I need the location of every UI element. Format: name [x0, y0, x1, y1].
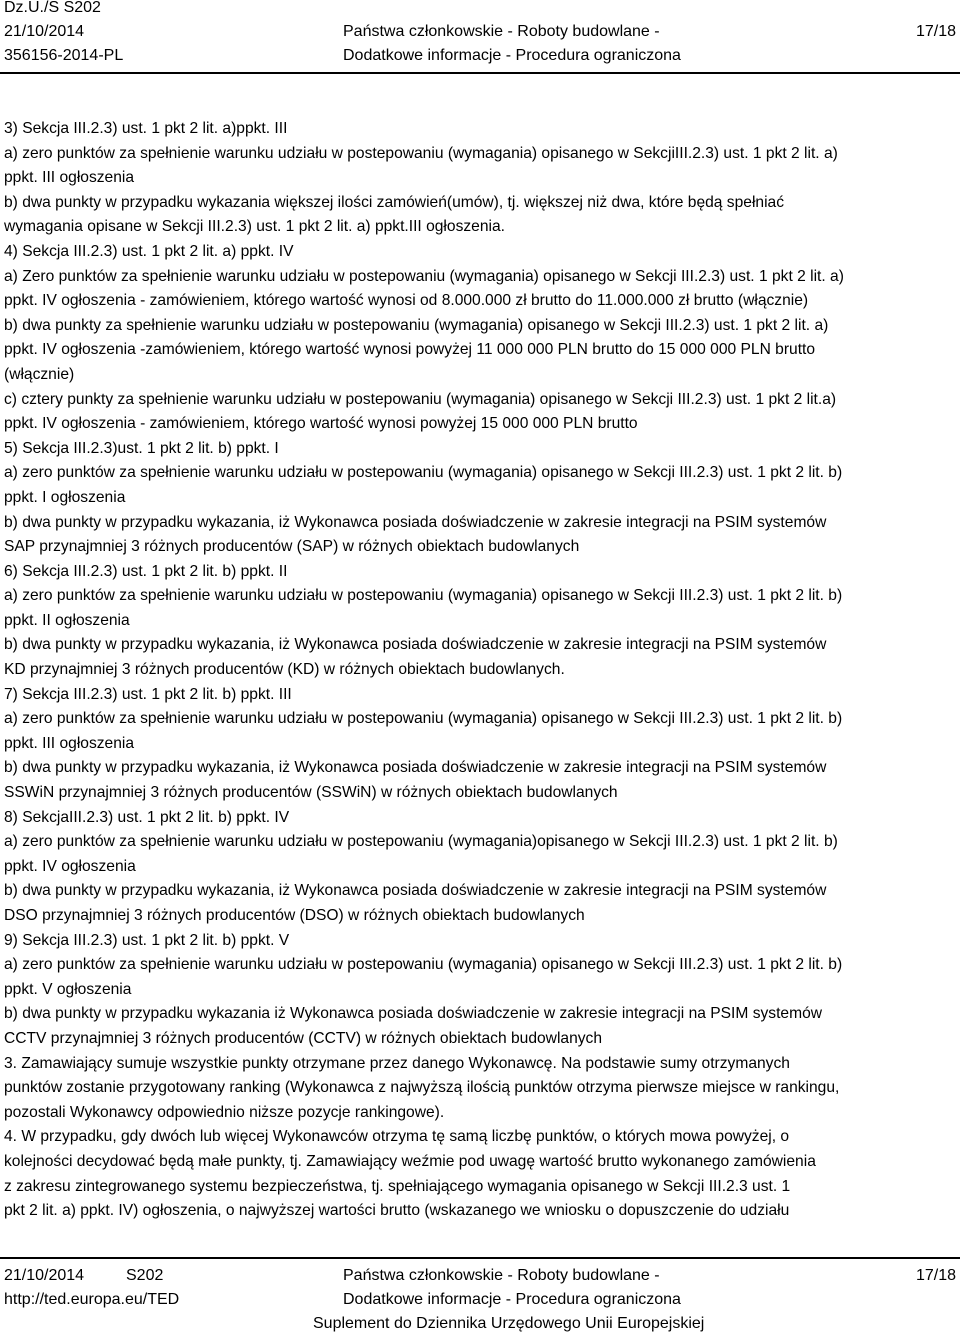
- body-line: ppkt. IV ogłoszenia: [4, 857, 136, 875]
- body-line: (włącznie): [4, 365, 75, 383]
- body-line: b) dwa punkty w przypadku wykazania, iż Wykonawca posiada doświadczenie w zakresie integracji na PSIM systemów: [4, 513, 827, 531]
- body-line: a) zero punktów za spełnienie warunku udziału w postepowaniu (wymagania)opisanego w Sekcji III.2.3) ust. 1 pkt 2 lit. b): [4, 833, 838, 851]
- footer-title-line2: Dodatkowe informacje - Procedura ograniczona: [343, 1291, 681, 1308]
- body-line: ppkt. III ogłoszenia: [4, 169, 135, 187]
- body-line: KD przynajmniej 3 różnych producentów (KD) w różnych obiektach budowlanych.: [4, 661, 565, 679]
- body-line: kolejności decydować będą małe punkty, tj. Zamawiający weźmie pod uwagę wartość brutto wykonanego zamówienia: [4, 1152, 816, 1170]
- body-line: 4) Sekcja III.2.3) ust. 1 pkt 2 lit. a) ppkt. IV: [4, 242, 294, 260]
- body-line: z zakresu zintegrowanego systemu bezpieczeństwa, tj. spełniającego wymagania opisanego w Sekcji III.2.3 ust. 1: [4, 1177, 791, 1195]
- body-line: b) dwa punkty w przypadku wykazania, iż Wykonawca posiada doświadczenie w zakresie integracji na PSIM systemów: [4, 882, 827, 900]
- body-line: 3. Zamawiający sumuje wszystkie punkty otrzymane przez danego Wykonawcę. Na podstawie sumy otrzymanych: [4, 1054, 790, 1072]
- body-line: b) dwa punkty za spełnienie warunku udziału w postepowaniu (wymagania) opisanego w Sekcji III.2.3) ust. 1 pkt 2 lit. a): [4, 316, 829, 334]
- header-ref: 356156-2014-PL: [4, 47, 124, 64]
- body-line: a) zero punktów za spełnienie warunku udziału w postepowaniu (wymagania) opisanego w Sekcji III.2.3) ust. 1 pkt 2 lit. b): [4, 464, 843, 482]
- body-line: a) zero punktów za spełnienie warunku udziału w postepowaniu (wymagania) opisanego w SekcjiIII.2.3) ust. 1 pkt 2 lit. a): [4, 144, 838, 162]
- footer-series: S202: [126, 1267, 164, 1284]
- body-line: ppkt. IV ogłoszenia - zamówieniem, którego wartość wynosi powyżej 15 000 000 PLN brutto: [4, 415, 638, 433]
- body-line: 9) Sekcja III.2.3) ust. 1 pkt 2 lit. b) ppkt. V: [4, 931, 290, 949]
- body-line: 3) Sekcja III.2.3) ust. 1 pkt 2 lit. a)ppkt. III: [4, 120, 288, 137]
- footer-title-line3: Suplement do Dziennika Urzędowego Unii Europejskiej: [313, 1315, 705, 1332]
- body-line: 7) Sekcja III.2.3) ust. 1 pkt 2 lit. b) ppkt. III: [4, 685, 292, 703]
- body-line: b) dwa punkty w przypadku wykazania iż Wykonawca posiada doświadczenie w zakresie integracji na PSIM systemów: [4, 1005, 823, 1023]
- body-line: CCTV przynajmniej 3 różnych producentów (CCTV) w różnych obiektach budowlanych: [4, 1029, 603, 1047]
- doc-id: Dz.U./S S202: [4, 0, 101, 16]
- body-line: ppkt. I ogłoszenia: [4, 488, 126, 506]
- body-line: SSWiN przynajmniej 3 różnych producentów (SSWiN) w różnych obiektach budowlanych: [4, 784, 618, 802]
- body-line: 5) Sekcja III.2.3)ust. 1 pkt 2 lit. b) ppkt. I: [4, 439, 279, 457]
- header-title-line1: Państwa członkowskie - Roboty budowlane -: [343, 23, 660, 40]
- page-header: [0, 0, 960, 75]
- body-line: a) zero punktów za spełnienie warunku udziału w postepowaniu (wymagania) opisanego w Sekcji III.2.3) ust. 1 pkt 2 lit. b): [4, 587, 843, 605]
- header-date: 21/10/2014: [4, 23, 85, 40]
- body-line: pozostali Wykonawcy odpowiednio niższe pozycje rankingowe).: [4, 1103, 445, 1121]
- header-page-number: 17/18: [915, 23, 956, 40]
- footer-divider: [0, 1257, 960, 1259]
- footer-page-number: 17/18: [915, 1267, 956, 1284]
- footer-title-line1: Państwa członkowskie - Roboty budowlane -: [343, 1267, 660, 1284]
- body-line: DSO przynajmniej 3 różnych producentów (DSO) w różnych obiektach budowlanych: [4, 907, 585, 924]
- footer-date: 21/10/2014: [4, 1267, 85, 1284]
- body-line: b) dwa punkty w przypadku wykazania, iż Wykonawca posiada doświadczenie w zakresie integracji na PSIM systemów: [4, 636, 827, 654]
- body-line: ppkt. IV ogłoszenia -zamówieniem, którego wartość wynosi powyżej 11 000 000 PLN brutto do 15 000 000 PLN brutto: [4, 341, 816, 359]
- body-line: SAP przynajmniej 3 różnych producentów (SAP) w różnych obiektach budowlanych: [4, 538, 580, 556]
- document-body: [4, 117, 958, 1224]
- body-line: b) dwa punkty w przypadku wykazania, iż Wykonawca posiada doświadczenie w zakresie integracji na PSIM systemów: [4, 759, 827, 777]
- body-line: 8) SekcjaIII.2.3) ust. 1 pkt 2 lit. b) ppkt. IV: [4, 808, 290, 826]
- body-line: c) cztery punkty za spełnienie warunku udziału w postepowaniu (wymagania) opisanego w Sekcji III.2.3) ust. 1 pkt 2 lit.a): [4, 390, 837, 408]
- body-line: b) dwa punkty w przypadku wykazania większej ilości zamówień(umów), tj. większej niż dwa, które będą spełniać: [4, 193, 785, 211]
- body-line: a) zero punktów za spełnienie warunku udziału w postepowaniu (wymagania) opisanego w Sekcji III.2.3) ust. 1 pkt 2 lit. b): [4, 956, 843, 974]
- body-line: ppkt. V ogłoszenia: [4, 980, 132, 998]
- body-line: a) Zero punktów za spełnienie warunku udziału w postepowaniu (wymagania) opisanego w Sekcji III.2.3) ust. 1 pkt 2 lit. a): [4, 267, 844, 285]
- page-footer: [0, 1262, 960, 1334]
- body-line: 6) Sekcja III.2.3) ust. 1 pkt 2 lit. b) ppkt. II: [4, 562, 288, 580]
- body-line: a) zero punktów za spełnienie warunku udziału w postepowaniu (wymagania) opisanego w Sekcji III.2.3) ust. 1 pkt 2 lit. b): [4, 710, 843, 728]
- footer-url[interactable]: http://ted.europa.eu/TED: [4, 1291, 180, 1308]
- body-line: wymagania opisane w Sekcji III.2.3) ust. 1 pkt 2 lit. a) ppkt.III ogłoszenia.: [4, 218, 505, 236]
- header-title-line2: Dodatkowe informacje - Procedura ograniczona: [343, 47, 681, 64]
- body-line: pkt 2 lit. a) ppkt. IV) ogłoszenia, o najwyższej wartości brutto (wskazanego we wniosku o dopuszczenie do udziału: [4, 1202, 790, 1220]
- body-line: punktów zostanie przygotowany ranking (Wykonawca z najwyższą ilością punktów otrzyma pierwsze miejsce w rankingu,: [4, 1079, 840, 1097]
- body-line: ppkt. IV ogłoszenia - zamówieniem, którego wartość wynosi od 8.000.000 zł brutto do 11.000.000 zł brutto (włącznie): [4, 292, 809, 310]
- body-line: 4. W przypadku, gdy dwóch lub więcej Wykonawców otrzyma tę samą liczbę punktów, o których mowa powyżej, o: [4, 1128, 790, 1146]
- header-divider: [0, 72, 960, 74]
- body-line: ppkt. II ogłoszenia: [4, 611, 130, 629]
- body-line: ppkt. III ogłoszenia: [4, 734, 135, 752]
